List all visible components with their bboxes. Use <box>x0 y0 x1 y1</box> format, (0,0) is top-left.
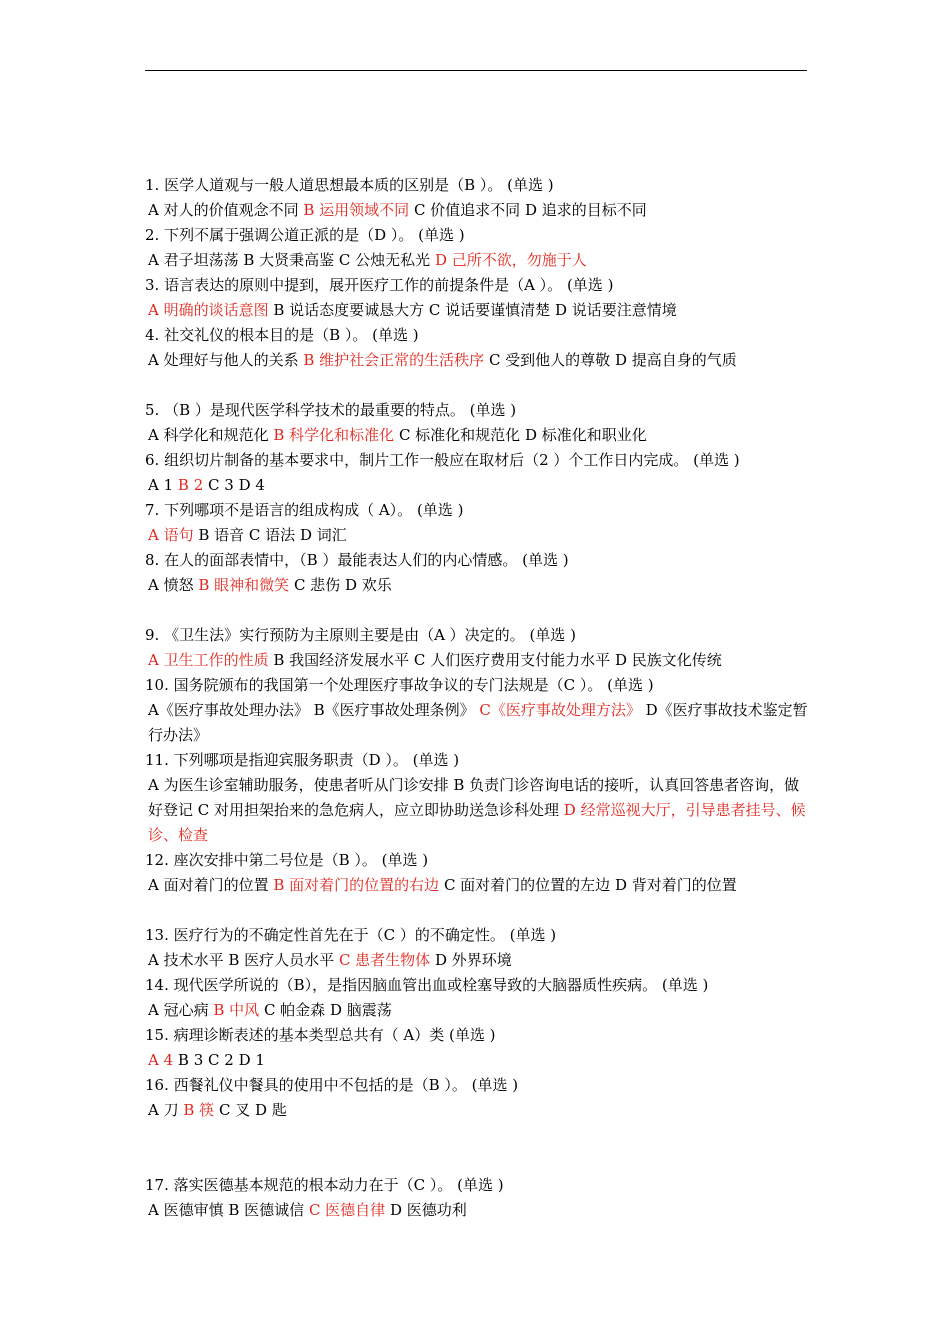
correct-answer: D 己所不欲，勿施于人 <box>434 251 587 269</box>
correct-answer: B 面对着门的位置的右边 <box>273 876 440 894</box>
question-list <box>145 173 810 1223</box>
correct-answer: C 医德自律 <box>308 1201 386 1219</box>
option-text: A 1 <box>148 476 178 494</box>
correct-answer: D 经常巡视大厅，引导患者挂号、候诊、检查 <box>148 801 806 844</box>
option-text: C 帕金森 D 脑震荡 <box>259 1001 392 1019</box>
correct-answer: A 卫生工作的性质 <box>148 651 269 669</box>
answer-options <box>145 698 810 748</box>
answer-options <box>145 473 810 498</box>
option-text: C 3 D 4 <box>203 476 265 494</box>
question-text: 3. 语言表达的原则中提到，展开医疗工作的前提条件是（A ）。 (单选 ) <box>145 276 614 294</box>
option-text: A《医疗事故处理办法》 B《医疗事故处理条例》 <box>148 701 480 719</box>
correct-answer: A 语句 <box>148 526 194 544</box>
answer-options <box>145 523 810 548</box>
option-text: A 技术水平 B 医疗人员水平 <box>148 951 339 969</box>
option-text: A 为医生诊室辅助服务，使患者听从门诊安排 B 负责门诊咨询电话的接听，认真回答患者咨询，做好登记 C 对用担架抬来的急危病人，应立即协助送急诊科处理 <box>148 776 800 819</box>
option-text: B 说话态度要诚恳大方 C 说话要谨慎清楚 D 说话要注意情境 <box>268 301 677 319</box>
question-text: 15. 病理诊断表述的基本类型总共有（ A）类 (单选 ) <box>145 1026 496 1044</box>
answer-options <box>145 873 810 898</box>
spacer <box>145 1148 810 1173</box>
option-text: C 受到他人的尊敬 D 提高自身的气质 <box>484 351 737 369</box>
correct-answer: C 患者生物体 <box>338 951 431 969</box>
spacer <box>145 1123 810 1148</box>
question-text: 14. 现代医学所说的（B），是指因脑血管出血或栓塞导致的大脑器质性疾病。 (单选 ) <box>145 976 709 994</box>
option-text: C 面对着门的位置的左边 D 背对着门的位置 <box>439 876 737 894</box>
correct-answer: B 眼神和微笑 <box>198 576 290 594</box>
question-text: 13. 医疗行为的不确定性首先在于（C ）的不确定性。 (单选 ) <box>145 926 557 944</box>
spacer <box>145 598 810 623</box>
option-text: D 外界环境 <box>430 951 512 969</box>
correct-answer: A 明确的谈话意图 <box>148 301 269 319</box>
correct-answer: A 4 <box>148 1051 174 1069</box>
answer-options <box>145 648 810 673</box>
option-text: A 医德审慎 B 医德诚信 <box>148 1201 309 1219</box>
question-text: 12. 座次安排中第二号位是（B ）。 (单选 ) <box>145 851 429 869</box>
question-text: 11. 下列哪项是指迎宾服务职责（D ）。 (单选 ) <box>145 751 460 769</box>
answer-options <box>145 1098 810 1123</box>
header-rule <box>145 70 807 71</box>
option-text: A 处理好与他人的关系 <box>148 351 304 369</box>
answer-options <box>145 1048 810 1073</box>
option-text: B 3 C 2 D 1 <box>173 1051 265 1069</box>
question-text: 6. 组织切片制备的基本要求中，制片工作一般应在取材后（2 ）个工作日内完成。 (单选 ) <box>145 451 740 469</box>
option-text: C 悲伤 D 欢乐 <box>289 576 392 594</box>
option-text: A 科学化和规范化 <box>148 426 274 444</box>
correct-answer: B 维护社会正常的生活秩序 <box>303 351 485 369</box>
option-text: A 对人的价值观念不同 <box>148 201 304 219</box>
answer-options <box>145 1198 810 1223</box>
correct-answer: B 运用领域不同 <box>303 201 410 219</box>
correct-answer: B 科学化和标准化 <box>273 426 395 444</box>
option-text: A 冠心病 <box>148 1001 214 1019</box>
answer-options <box>145 998 810 1023</box>
spacer <box>145 898 810 923</box>
question-text: 17. 落实医德基本规范的根本动力在于（C ）。 (单选 ) <box>145 1176 504 1194</box>
answer-options <box>145 198 810 223</box>
option-text: C 价值追求不同 D 追求的目标不同 <box>409 201 647 219</box>
option-text: A 刀 <box>148 1101 184 1119</box>
option-text: A 愤怒 <box>148 576 199 594</box>
question-text: 5. （B ）是现代医学科学技术的最重要的特点。 (单选 ) <box>145 401 517 419</box>
option-text: C 标准化和规范化 D 标准化和职业化 <box>394 426 647 444</box>
answer-options <box>145 573 810 598</box>
correct-answer: B 筷 <box>183 1101 215 1119</box>
correct-answer: B 中风 <box>213 1001 260 1019</box>
option-text: A 面对着门的位置 <box>148 876 274 894</box>
option-text: B 语音 C 语法 D 词汇 <box>193 526 347 544</box>
correct-answer: B 2 <box>177 476 204 494</box>
answer-options <box>145 773 810 848</box>
question-text: 4. 社交礼仪的根本目的是（B ）。 (单选 ) <box>145 326 419 344</box>
question-text: 7. 下列哪项不是语言的组成构成（ A）。 (单选 ) <box>145 501 464 519</box>
answer-options <box>145 348 810 373</box>
answer-options <box>145 423 810 448</box>
question-text: 2. 下列不属于强调公道正派的是（D ）。 (单选 ) <box>145 226 465 244</box>
question-text: 10. 国务院颁布的我国第一个处理医疗事故争议的专门法规是（C ）。 (单选 ) <box>145 676 654 694</box>
answer-options <box>145 248 810 273</box>
question-text: 9. 《卫生法》实行预防为主原则主要是由（A ）决定的。 (单选 ) <box>145 626 576 644</box>
answer-options <box>145 298 810 323</box>
question-text: 16. 西餐礼仪中餐具的使用中不包括的是（B ）。 (单选 ) <box>145 1076 519 1094</box>
spacer <box>145 373 810 398</box>
question-text: 8. 在人的面部表情中，（B ）最能表达人们的内心情感。 (单选 ) <box>145 551 569 569</box>
option-text: B 我国经济发展水平 C 人们医疗费用支付能力水平 D 民族文化传统 <box>268 651 722 669</box>
option-text: D《医疗事故技术鉴定暂行办法》 <box>148 701 808 744</box>
option-text: D 医德功利 <box>385 1201 467 1219</box>
answer-options <box>145 948 810 973</box>
option-text: C 叉 D 匙 <box>214 1101 287 1119</box>
option-text: A 君子坦荡荡 B 大贤秉高鉴 C 公烛无私光 <box>148 251 435 269</box>
correct-answer: C《医疗事故处理方法》 <box>479 701 641 719</box>
question-text: 1. 医学人道观与一般人道思想最本质的区别是（B ）。 (单选 ) <box>145 176 554 194</box>
